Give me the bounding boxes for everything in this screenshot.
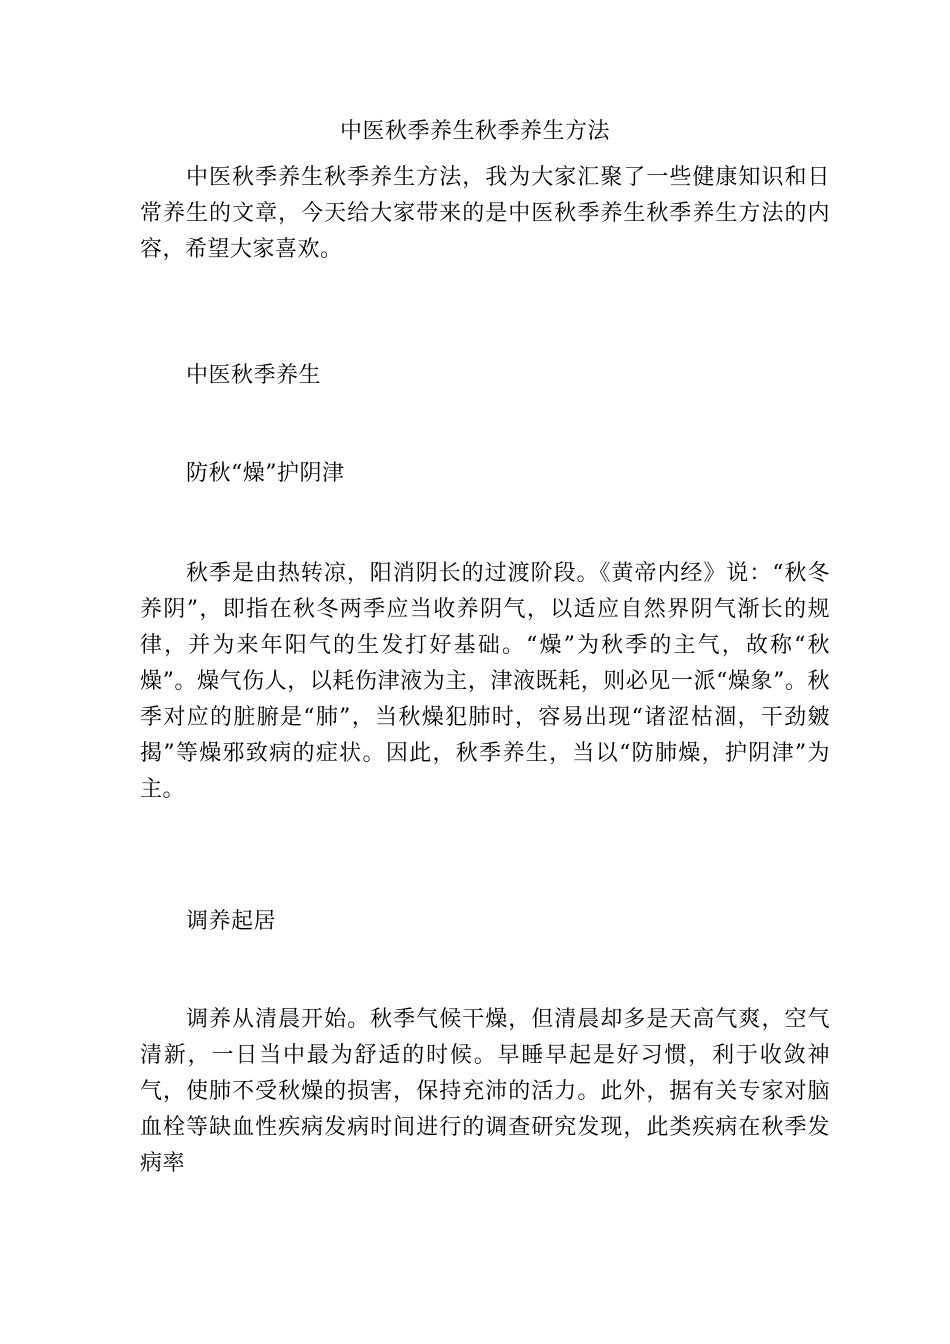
section-heading-prevent-dryness: 防秋“燥”护阴津 <box>186 461 345 486</box>
body-paragraph-dryness: 秋季是由热转凉，阳消阴长的过渡阶段。《黄帝内经》说：“秋冬养阴”，即指在秋冬两季应当收养阴气，以适应自然界阴气渐长的规律，并为来年阳气的生发打好基础。“燥”为秋季的主气，故称“秋燥”。燥气伤人，以耗伤津液为主，津液既耗，则必见一派“燥象”。秋季对应的脏腑是“肺”，当秋燥犯肺时，容易出现“诸涩枯涸，干劲皴揭”等燥邪致病的症状。因此，秋季养生，当以“防肺燥，护阴津”为主。 <box>140 561 830 802</box>
body-paragraph-routine: 调养从清晨开始。秋季气候干燥，但清晨却多是天高气爽，空气清新，一日当中最为舒适的时候。早睡早起是好习惯，利于收敛神气，使肺不受秋燥的损害，保持充沛的活力。此外，据有关专家对脑血栓等缺血性疾病发病时间进行的调查研究发现，此类疾病在秋季发病率 <box>140 1007 830 1176</box>
document-title: 中医秋季养生秋季养生方法 <box>339 119 610 144</box>
section-heading-daily-routine: 调养起居 <box>186 909 277 934</box>
intro-paragraph: 中医秋季养生秋季养生方法，我为大家汇聚了一些健康知识和日常养生的文章，今天给大家带来的是中医秋季养生秋季养生方法的内容，希望大家喜欢。 <box>140 165 830 262</box>
section-heading-tcm-autumn: 中医秋季养生 <box>186 363 322 388</box>
